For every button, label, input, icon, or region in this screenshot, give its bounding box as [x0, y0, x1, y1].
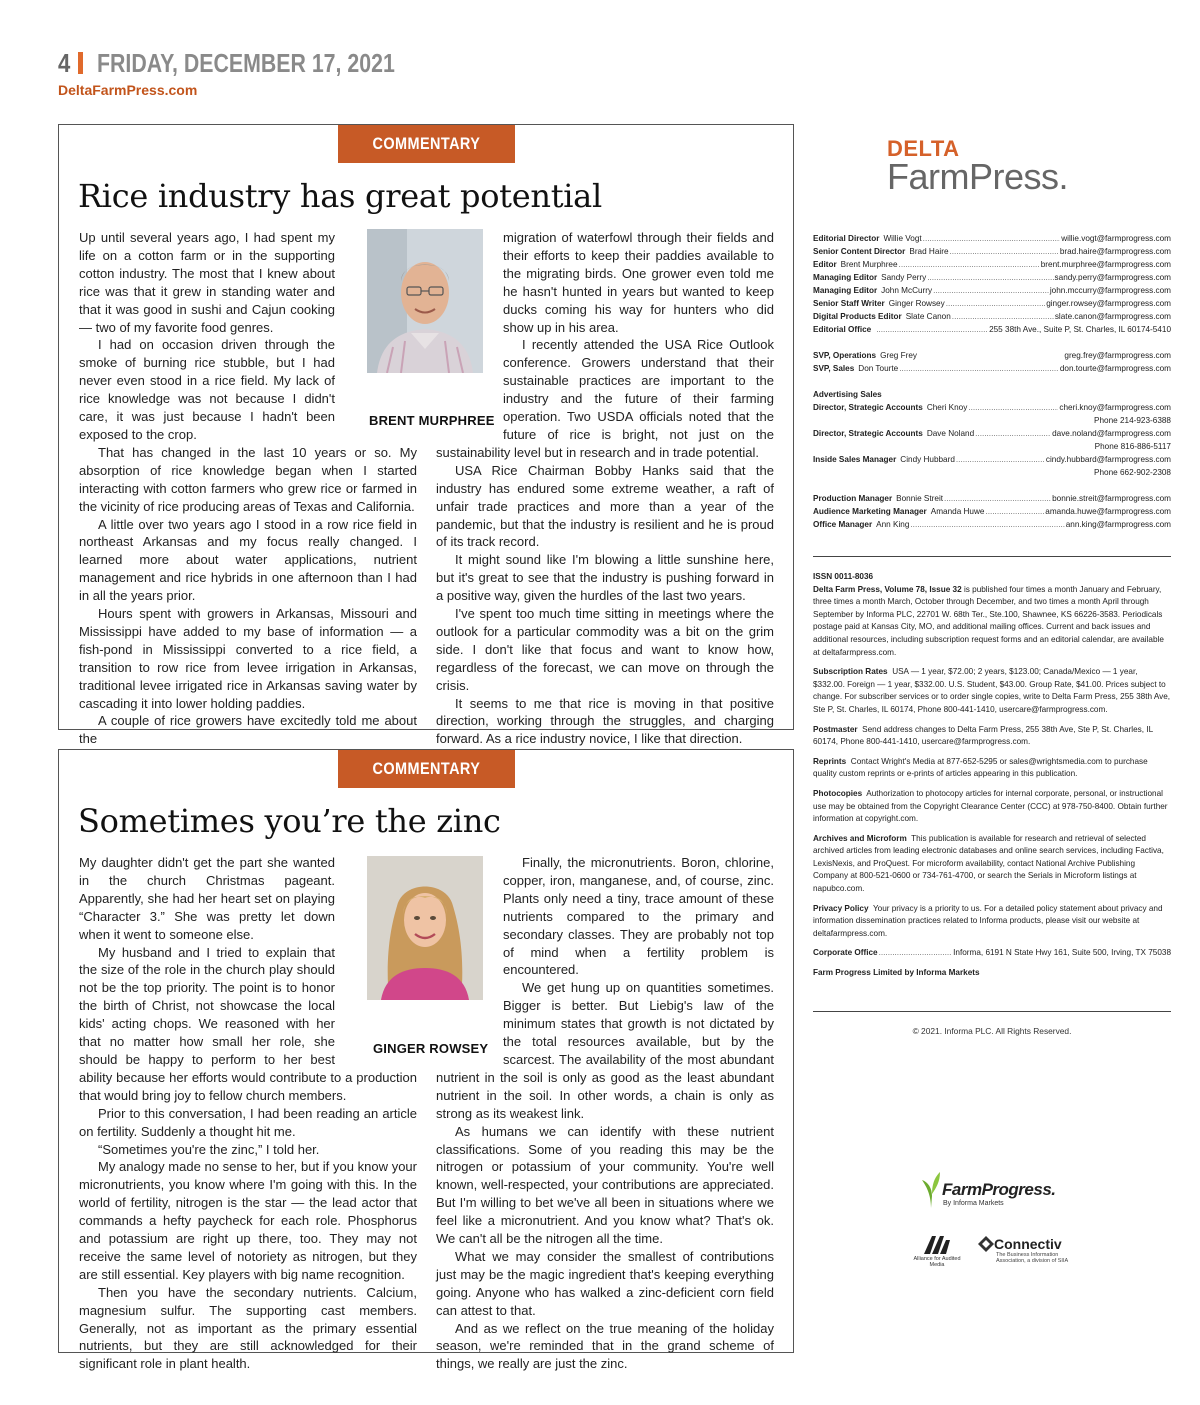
staff-email[interactable]: greg.frey@farmprogress.com	[1064, 351, 1171, 360]
paragraph: As humans we can identify with these nutrient classifications. Some of you reading this may be the nitrogen or potassium of your community. You're well known, well-respected, your contributions are appreciated. But I'm willing to bet we've all been in situations where we feel like a micronutrient. And you know what? That's ok. We can't all be the nitrogen all the time.	[436, 1123, 774, 1247]
staff-email[interactable]: 255 38th Ave., Suite P, St. Charles, IL 60174-5410	[989, 325, 1171, 334]
publication-info	[813, 571, 1171, 987]
section-tag: COMMENTARY	[338, 125, 515, 163]
author-byline: BRENT MURPHREE	[369, 413, 495, 428]
section-tag: COMMENTARY	[338, 750, 515, 788]
staff-email[interactable]: willie.vogt@farmprogress.com	[1061, 234, 1171, 243]
staff-row: Office Manager Ann King ..... ann.king@farmprogress.com	[813, 518, 1171, 531]
paragraph: My husband and I tried to explain that the size of the role in the church play should not be the top priority. The point is to honor the birth of Christ, not showcase the local kids' acting chops. We reasoned with her that no matter how small her role, she should be happy to perform to her best ability because her efforts would contribute to a production that would bring joy to fellow church members.	[79, 944, 417, 1103]
delta-farm-press-logo: DELTA FarmPress.	[887, 136, 1069, 197]
paragraph: It seems to me that rice is moving in that positive direction, working through the struggles, and charging forward. As a rice industry novice, I like that direction.	[436, 695, 774, 747]
staff-row: Inside Sales Manager Cindy Hubbard ..... cindy.hubbard@farmprogress.com	[813, 453, 1171, 466]
paragraph: Then you have the secondary nutrients. Calcium, magnesium sulfur. The supporting cast members. Generally, not as important as the primary essential nutrients, but they are still acknowledged for their significant role in plant health.	[79, 1284, 417, 1372]
corporate-text: Informa, 6191 N State Hwy 161, Suite 500, Irving, TX 75038	[953, 948, 1171, 958]
aam-icon	[922, 1236, 952, 1254]
divider	[813, 1011, 1171, 1012]
paragraph: My daughter didn't get the part she wanted in the church Christmas pageant. Apparently, she had her heart set on playing “Character 3.” She was pretty let down when it went to someone else.	[79, 855, 335, 942]
paragraph: My analogy made no sense to her, but if you know your micronutrients, you know where I'm going with this. In the world of fertility, nitrogen is the star — the lead actor that commands a hefty paycheck for each role. Phosphorus and potassium are right up there, too. They may not receive the same level of notoriety as nitrogen, but they are still essential. Key players with big name recognition.	[79, 1159, 417, 1282]
staff-email[interactable]: ginger.rowsey@farmprogress.com	[1046, 299, 1171, 308]
paragraph: Hours spent with growers in Arkansas, Missouri and Mississippi have added to my base of information — a fish-pond in Mississippi converted to a rice field, a transition to row rice from levee irrigation in Arkansas, traditional levee irrigated rice in Arkansas saving water by cascading it into lower holding paddies.	[79, 606, 417, 711]
staff-row: SVP, Operations Greg Frey greg.frey@farmprogress.com	[813, 351, 1171, 360]
staff-row: Managing Editor Sandy Perry ..... sandy.perry@farmprogress.com	[813, 271, 1171, 284]
publishing-label: Delta Farm Press, Volume 78, Issue 32	[813, 584, 962, 594]
staff-row: Director, Strategic Accounts Cheri Knoy ..... cheri.knoy@farmprogress.com	[813, 401, 1171, 414]
paragraph: What we may consider the smallest of contributions just may be the magic ingredient that's keeping everything going. Anyone who has walked a zinc-deficient corn field can attest to that.	[436, 1248, 774, 1318]
paragraph: I had on occasion driven through the smoke of burning rice stubble, but I had never even stood in a rice field. My lack of rice knowledge was not because I didn't care, it was just because I hadn't been exposed to the crop.	[79, 337, 335, 442]
staff-email[interactable]: cindy.hubbard@farmprogress.com	[1045, 455, 1171, 464]
copyright: © 2021. Informa PLC. All Rights Reserved.	[912, 1026, 1072, 1036]
corporate-label: Corporate Office	[813, 948, 878, 958]
article-zinc	[58, 749, 794, 1372]
page-header	[58, 48, 461, 78]
paragraph: Up until several years ago, I had spent my life on a cotton farm or in the supporting cotton industry. The most that I knew about rice was that it grew in standing water and that it was good in sushi and Cajun cooking — two of my favorite food genres.	[79, 230, 335, 335]
info-block: Subscription Rates USA — 1 year, $72.00; 2 years, $123.00; Canada/Mexico — 1 year, $332.00. Foreign — 1 year, $332.00. U.S. Student, $43.00. Group Rate, $41.00. Prices subject to change. For subscriber services or to order single copies, write to Delta Farm Press, 255 38th Ave, Ste P, St. Charles, IL 60174, Phone 800-441-1410, usercare@farmprogress.com.	[813, 667, 1171, 714]
staff-row: Digital Products Editor Slate Canon ..... slate.canon@farmprogress.com	[813, 310, 1171, 323]
staff-email[interactable]: ann.king@farmprogress.com	[1065, 520, 1171, 529]
header-divider	[78, 52, 83, 74]
aam-logo: Alliance for Audited Media	[912, 1236, 962, 1268]
staff-email[interactable]: dave.noland@farmprogress.com	[1052, 429, 1171, 438]
staff-email[interactable]: slate.canon@farmprogress.com	[1054, 312, 1171, 321]
staff-row: Editorial Director Willie Vogt ..... willie.vogt@farmprogress.com	[813, 232, 1171, 245]
staff-row: Senior Content Director Brad Haire ..... brad.haire@farmprogress.com	[813, 245, 1171, 258]
info-block: Photocopies Authorization to photocopy articles for internal corporate, personal, or instructional use may be obtained from the Copyright Clearance Center (CCC) at 978-750-8400. Obtain further information at copyright.com.	[813, 788, 1168, 824]
paragraph: It might sound like I'm blowing a little sunshine here, but it's great to see that the industry is pushing forward in a positive way, given the hurdles of the last two years.	[436, 552, 774, 604]
issn: ISSN 0011-8036	[813, 572, 874, 581]
article-title: Rice industry has great potential	[78, 177, 602, 215]
paragraph: I've spent too much time sitting in meetings where the outlook for a particular commodity was a bit on the grim side. I don't like that focus and want to know how, regardless of the forecast, we can move on through the crisis.	[436, 606, 774, 693]
paragraph: “Sometimes you're the zinc,” I told her.	[98, 1141, 320, 1157]
site-link[interactable]: DeltaFarmPress.com	[58, 82, 198, 98]
staff-row: Production Manager Bonnie Streit ..... bonnie.streit@farmprogress.com	[813, 492, 1171, 505]
issue-date: FRIDAY, DECEMBER 17, 2021	[97, 47, 396, 78]
paragraph: USA Rice Chairman Bobby Hanks said that the industry has endured some extreme weather, a raft of unfair trade practices and more than a year of the pandemic, but that the industry is resilient and he is proud of its track record.	[436, 462, 774, 550]
paragraph: I recently attended the USA Rice Outlook conference. Growers understand that their sustainable practices are important to the industry and the future of their farming operation. Two USDA officials noted that the future of rice is bright, not just on the sustainability level but in research and in trade potential.	[436, 337, 774, 460]
staff-row: Audience Marketing Manager Amanda Huwe ..... amanda.huwe@farmprogress.com	[813, 505, 1171, 518]
limited-line: Farm Progress Limited by Informa Markets	[813, 968, 980, 978]
page-number: 4	[58, 47, 71, 78]
staff-row: Editorial Office ..... 255 38th Ave., Suite P, St. Charles, IL 60174-5410	[813, 323, 1171, 336]
paragraph: A little over two years ago I stood in a row rice field in northeast Arkansas and my focus really changed. I learned more about water applications, nutrient management and rice hybrids in one afternoon than I had in all the years prior.	[79, 516, 417, 604]
staff-email[interactable]: bonnie.streit@farmprogress.com	[1052, 494, 1171, 503]
staff-email[interactable]: don.tourte@farmprogress.com	[1059, 364, 1171, 373]
staff-email[interactable]: brent.murphree@farmprogress.com	[1040, 260, 1171, 269]
farm-progress-logo: FarmProgress. By Informa Markets	[920, 1172, 1056, 1207]
paragraph: And as we reflect on the true meaning of the holiday season, we're reminded that in the grand scheme of things, we really are just the zinc.	[436, 1320, 774, 1372]
staff-directory	[813, 232, 1171, 531]
info-block: Privacy Policy Your privacy is a priority to us. For a detailed policy statement about privacy and information dissemination practices related to Informa products, please visit our website at deltafarmpress.com.	[813, 903, 1163, 938]
paragraph: A couple of rice growers have excitedly told me about the	[79, 713, 417, 747]
divider	[813, 556, 1171, 557]
paragraph: Prior to this conversation, I had been reading an article on fertility. Suddenly a thought hit me.	[79, 1105, 417, 1139]
staff-email[interactable]: amanda.huwe@farmprogress.com	[1045, 507, 1171, 516]
staff-phone: Phone 662-902-2308	[1094, 468, 1171, 477]
paragraph: We get hung up on quantities sometimes. Bigger is better. But Liebig's law of the minimum states that growth is not dictated by the total resources available, but by the scarcest. The availability of the most abundant nutrient in the soil is only as good as the least abundant nutrient in the soil. In other words, a chain is only as strong as its weakest link.	[436, 980, 774, 1121]
article-title: Sometimes you’re the zinc	[78, 802, 501, 840]
connectiv-logo: Connectiv The Business Information Association, a division of SIIA	[978, 1236, 1076, 1264]
paragraph: Finally, the micronutrients. Boron, chlorine, copper, iron, manganese, and, of course, zinc. Plants only need a tiny, trace amount of these nutrients compared to the primary and secondary classes. They are probably not top of mind when a fertility problem is encountered.	[503, 855, 774, 978]
connectiv-icon	[978, 1236, 994, 1252]
publishing-text: is published four times a month January and February, three times a month March, October through December, and two times a month April through September by Informa PLC, 22701 W. 68th Ter., Ste.100, Shawnee, KS 66226-3583. Periodicals postage paid at Kansas City, MO, and additional mailing offices. Current and back issues and additional resources, including subscription request forms and an editorial calendar, are available at deltafarmpress.com.	[813, 584, 1164, 657]
staff-row: Managing Editor John McCurry ..... john.mccurry@farmprogress.com	[813, 284, 1171, 297]
staff-row: Editor Brent Murphree ..... brent.murphree@farmprogress.com	[813, 258, 1171, 271]
paragraph: That has changed in the last 10 years or so. My absorption of rice knowledge began when I started interacting with cotton farmers who grew rice or farmed in the vicinity of rice producing areas of Texas and California.	[79, 444, 417, 514]
staff-email[interactable]: sandy.perry@farmprogress.com	[1054, 273, 1171, 282]
article-rice	[58, 124, 794, 747]
info-block: Postmaster Send address changes to Delta Farm Press, 255 38th Ave, Ste P, St. Charles, IL 60174, Phone 800-441-1410, usercare@farmprogress.com.	[813, 724, 1153, 747]
article-column-2	[436, 854, 774, 1373]
staff-row: Senior Staff Writer Ginger Rowsey ..... ginger.rowsey@farmprogress.com	[813, 297, 1171, 310]
staff-row: SVP, Sales Don Tourte ..... don.tourte@farmprogress.com	[813, 362, 1171, 375]
info-block: Reprints Contact Wright's Media at 877-652-5295 or sales@wrightsmedia.com to purchase quality custom reprints or e-prints of articles appearing in this publication.	[813, 756, 1148, 779]
staff-email[interactable]: john.mccurry@farmprogress.com	[1049, 286, 1171, 295]
author-byline: GINGER ROWSEY	[373, 1041, 489, 1056]
staff-email[interactable]: brad.haire@farmprogress.com	[1059, 247, 1171, 256]
info-block: Archives and Microform This publication is available for research and retrieval of selected archived articles from leading electronic databases and online search services, including Factiva, LexisNexis, and ProQuest. For microform availability, contact National Archive Publishing Company at 800-521-0600 or 734-761-4700, or search the Serials in Microform listings at napubco.com.	[813, 833, 1164, 894]
paragraph: migration of waterfowl through their fields and their efforts to keep their paddies available to the migrating birds. One grower even told me he hasn't hunted in years but wanted to keep ducks coming his way for hunters who did show up in his area.	[503, 230, 774, 335]
staff-row: Director, Strategic Accounts Dave Noland ..... dave.noland@farmprogress.com	[813, 427, 1171, 440]
staff-phone: Phone 816-886-5117	[1094, 442, 1171, 451]
staff-phone: Phone 214-923-6388	[1094, 416, 1171, 425]
leaf-icon	[920, 1172, 942, 1208]
article-column-2	[436, 229, 774, 748]
staff-email[interactable]: cheri.knoy@farmprogress.com	[1059, 403, 1171, 412]
ad-sales-heading: Advertising Sales	[813, 390, 882, 399]
